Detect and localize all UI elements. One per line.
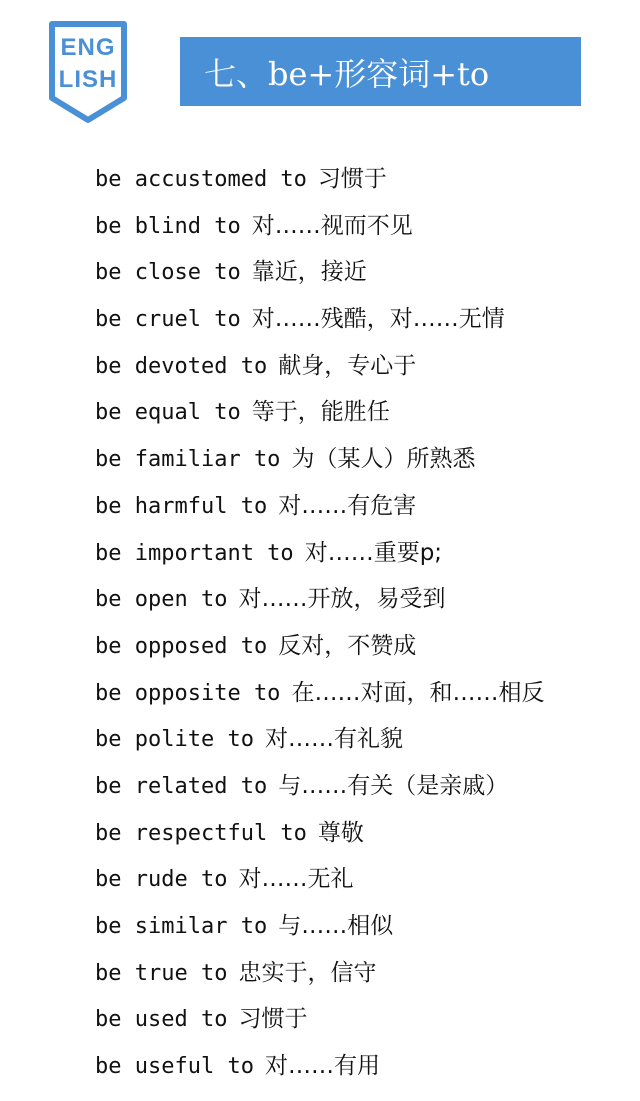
phrase-list [95, 156, 544, 1090]
list-item [95, 623, 544, 670]
list-item [95, 156, 544, 203]
phrase-text: be related to [95, 773, 268, 799]
meaning-text: 尊敬 [317, 819, 364, 846]
phrase-text: be important to [95, 540, 294, 566]
english-logo [48, 20, 128, 124]
logo-text-line2: LISH [58, 66, 118, 93]
phrase-text: be harmful to [95, 493, 268, 519]
meaning-text: 对……开放，易受到 [238, 586, 446, 613]
list-item [95, 1043, 544, 1090]
list-item [95, 249, 544, 296]
phrase-text: be similar to [95, 914, 268, 939]
meaning-text: 对……有危害 [278, 492, 417, 519]
list-item [95, 996, 544, 1043]
list-item [95, 530, 544, 577]
list-item [95, 716, 544, 763]
list-item [95, 670, 544, 717]
phrase-text: be polite to [95, 727, 254, 753]
phrase-text: be rude to [95, 867, 228, 893]
phrase-text: be blind to [95, 213, 241, 239]
phrase-text: be used to [95, 1007, 228, 1033]
list-item [95, 389, 544, 436]
meaning-text: 对……视而不见 [251, 212, 413, 239]
meaning-text: 忠实于，信守 [238, 959, 377, 986]
meaning-text: 对……重要p; [304, 539, 443, 566]
phrase-text: be familiar to [95, 447, 281, 473]
phrase-text: be close to [95, 260, 241, 286]
phrase-text: be accustomed to [95, 167, 307, 192]
phrase-text: be devoted to [95, 353, 268, 379]
list-item [95, 203, 544, 250]
list-item [95, 903, 544, 950]
meaning-text: 献身，专心于 [278, 352, 417, 379]
list-item [95, 483, 544, 530]
meaning-text: 对……有礼貌 [264, 726, 403, 753]
phrase-text: be true to [95, 960, 228, 986]
meaning-text: 对……残酷，对……无情 [251, 306, 505, 333]
phrase-text: be respectful to [95, 820, 307, 846]
meaning-text: 等于，能胜任 [251, 399, 390, 426]
meaning-text: 习惯于 [238, 1006, 308, 1033]
meaning-text: 对……有用 [264, 1053, 380, 1080]
list-item [95, 763, 544, 810]
meaning-text: 与……有关（是亲戚） [278, 772, 509, 799]
phrase-text: be cruel to [95, 307, 241, 333]
phrase-text: be opposite to [95, 680, 281, 706]
meaning-text: 为（某人）所熟悉 [291, 446, 476, 473]
list-item [95, 576, 544, 623]
list-item [95, 343, 544, 390]
section-title-bar [180, 37, 581, 106]
phrase-text: be useful to [95, 1054, 254, 1080]
meaning-text: 对……无礼 [238, 866, 354, 893]
meaning-text: 在……对面，和……相反 [291, 679, 545, 706]
meaning-text: 靠近，接近 [251, 259, 367, 286]
meaning-text: 习惯于 [317, 166, 387, 192]
list-item [95, 436, 544, 483]
meaning-text: 反对，不赞成 [278, 632, 417, 659]
phrase-text: be opposed to [95, 633, 268, 659]
list-item [95, 810, 544, 857]
list-item [95, 296, 544, 343]
logo-text-line1: ENG [60, 34, 116, 61]
phrase-text: be open to [95, 587, 228, 613]
list-item [95, 856, 544, 903]
phrase-text: be equal to [95, 400, 241, 426]
meaning-text: 与……相似 [278, 913, 394, 939]
list-item [95, 950, 544, 997]
section-title: 七、be+形容词+to [204, 54, 490, 93]
